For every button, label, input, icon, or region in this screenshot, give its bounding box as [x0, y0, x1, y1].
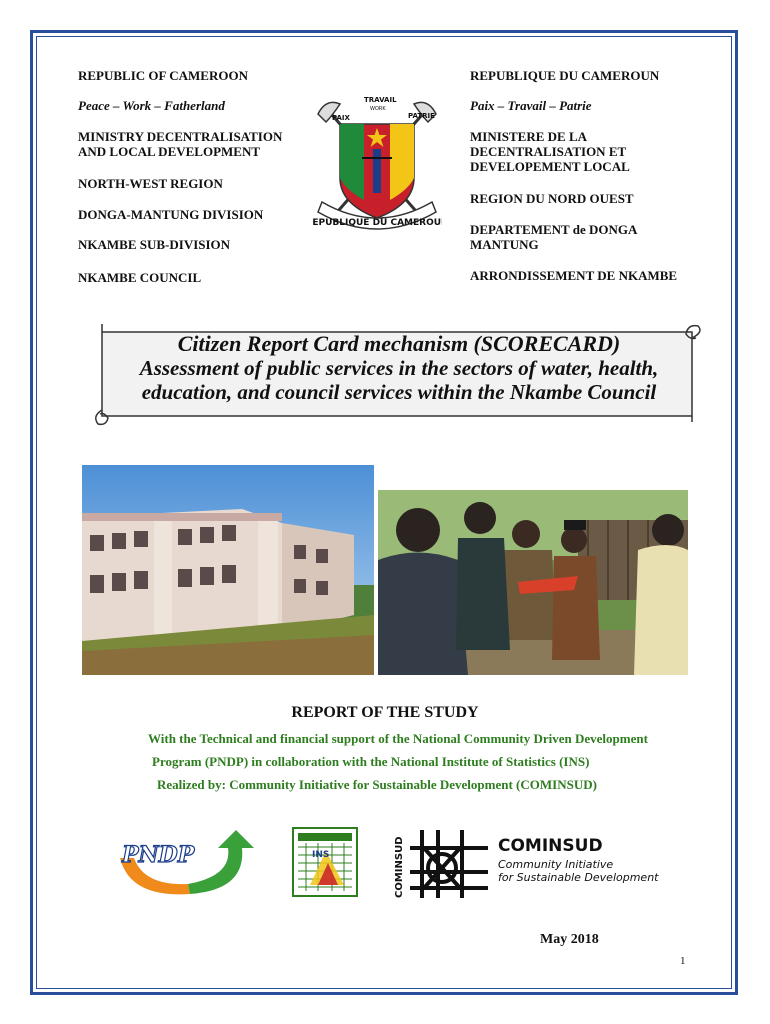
coat-of-arms-word-patrie: PATRIE [408, 112, 435, 120]
banner-title-line1: Citizen Report Card mechanism (SCORECARD) [177, 331, 621, 356]
ins-logo [292, 827, 358, 897]
pndp-logo-text: PNDP [122, 842, 195, 868]
header-left-motto: Peace – Work – Fatherland [78, 98, 225, 113]
header-right-division: DEPARTEMENT de DONGA MANTUNG [470, 222, 637, 252]
page-number: 1 [680, 955, 686, 967]
coat-of-arms-word-travail: TRAVAIL [364, 96, 397, 104]
cominsud-tagline-2: for Sustainable Development [498, 871, 659, 884]
community-meeting-photo [378, 490, 688, 675]
support-line-2: Program (PNDP) in collaboration with the National Institute of Statistics (INS) [152, 754, 590, 769]
support-line-1: With the Technical and financial support of the National Community Driven Development [148, 731, 648, 746]
header-right-region: REGION DU NORD OUEST [470, 191, 634, 206]
pndp-logo [110, 828, 258, 902]
ins-logo-text: INS [312, 850, 330, 860]
header-left-subdivision: NKAMBE SUB-DIVISION [78, 237, 231, 252]
coat-of-arms-word-work: WORK [370, 106, 386, 112]
building-photo [82, 465, 374, 675]
cominsud-tagline-1: Community Initiative [498, 858, 614, 871]
header-right-motto: Paix – Travail – Patrie [470, 98, 592, 113]
header-right-subdivision: ARRONDISSEMENT DE NKAMBE [470, 268, 678, 283]
header-left-division: DONGA-MANTUNG DIVISION [78, 207, 264, 222]
coat-of-arms-ribbon: REPUBLIQUE DU CAMEROUN [312, 218, 442, 228]
header-left-region: NORTH-WEST REGION [78, 176, 223, 191]
coat-of-arms-word-paix: PAIX [332, 114, 350, 122]
report-title: REPORT OF THE STUDY [291, 704, 479, 721]
banner-title-line3: education, and council services within the Nkambe Council [141, 380, 657, 404]
cominsud-vertical-text: COMINSUD [394, 836, 405, 898]
header-right-ministry: MINISTERE DE LA DECENTRALISATION ET DEVELOPEMENT LOCAL [470, 129, 630, 174]
header-right-country: REPUBLIQUE DU CAMEROUN [470, 68, 660, 83]
title-scroll-banner [92, 322, 704, 428]
header-left-country: REPUBLIC OF CAMEROON [78, 68, 248, 83]
coat-of-arms-emblem [312, 94, 442, 234]
banner-title-line2: Assessment of public services in the sectors of water, health, [139, 356, 659, 380]
report-date: May 2018 [540, 932, 599, 947]
cominsud-name: COMINSUD [498, 836, 603, 856]
header-left-ministry: MINISTRY DECENTRALISATION AND LOCAL DEVELOPMENT [78, 129, 283, 159]
cominsud-logo [388, 826, 688, 902]
support-line-3: Realized by: Community Initiative for Sustainable Development (COMINSUD) [157, 777, 597, 792]
header-left-council: NKAMBE COUNCIL [78, 270, 202, 285]
